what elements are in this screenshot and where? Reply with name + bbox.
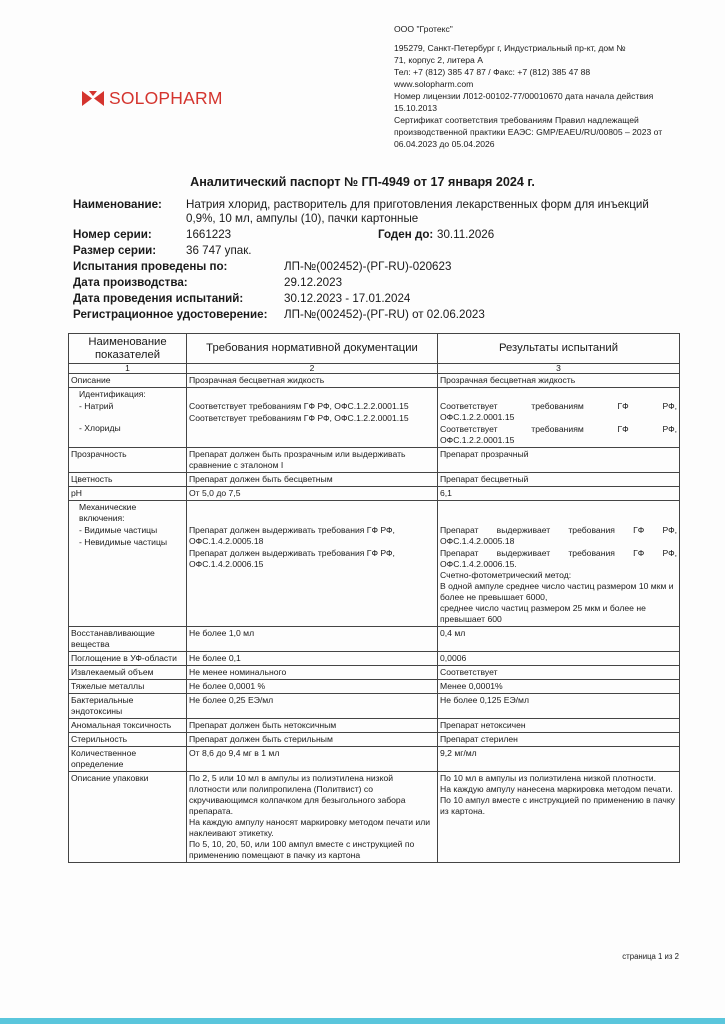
mech-title: Механические включения: — [79, 502, 137, 523]
solopharm-logo-icon — [82, 91, 104, 106]
pack-req-2: На каждую ампулу наносят маркировку методом печати или наклеивают этикетку. — [189, 817, 431, 838]
pack-req-1: По 2, 5 или 10 мл в ампулы из полиэтилена низкой плотности или полипропилена (Политвист) со скручивающимся колпачком для безыгольного забора препарата. — [189, 773, 406, 816]
table-row — [69, 719, 680, 733]
mech-invisible-method: Счетно-фотометрический метод: — [440, 570, 572, 580]
ident-na-res: Соответствует требованиям ГФ РФ, — [440, 401, 677, 411]
column-number: 2 — [187, 364, 438, 374]
ident-na-req: Соответствует требованиям ГФ РФ, ОФС.1.2.2.0001.15 — [189, 401, 409, 411]
indicator-cell: Цветность — [69, 473, 187, 487]
mech-invisible-label: - Невидимые частицы — [79, 537, 168, 547]
indicator-cell: Описание упаковки — [69, 772, 187, 863]
table-row — [69, 388, 680, 448]
result-cell: Соответствует — [438, 666, 680, 680]
name-value-line1: Натрия хлорид, растворитель для приготовления лекарственных форм для инъекций — [186, 198, 649, 211]
requirement-cell: Препарат должен быть стерильным — [187, 733, 438, 747]
registration-label: Регистрационное удостоверение: — [73, 308, 268, 321]
result-cell: Препарат прозрачный — [438, 448, 680, 473]
series-label: Номер серии: — [73, 228, 152, 241]
indicator-cell: Поглощение в УФ-области — [69, 652, 187, 666]
table-row — [69, 733, 680, 747]
expiry-value: 30.11.2026 — [437, 228, 495, 241]
series-value: 1661223 — [186, 228, 232, 241]
table-row — [69, 666, 680, 680]
indicator-cell: Стерильность — [69, 733, 187, 747]
result-cell: Препарат бесцветный — [438, 473, 680, 487]
indicator-cell — [69, 501, 187, 627]
column-number: 3 — [438, 364, 680, 374]
requirement-cell: Препарат должен быть нетоксичным — [187, 719, 438, 733]
indicator-cell: pH — [69, 487, 187, 501]
header-indicator: Наименование показателей — [69, 334, 187, 364]
table-row — [69, 627, 680, 652]
ident-na-label: - Натрий — [79, 401, 114, 411]
ident-cl-res: Соответствует требованиям ГФ РФ, — [440, 424, 677, 434]
requirement-cell: Прозрачная бесцветная жидкость — [187, 374, 438, 388]
requirement-cell: Не более 1,0 мл — [187, 627, 438, 652]
mech-visible-label: - Видимые частицы — [79, 525, 158, 535]
logo-text: SOLOPHARM — [109, 88, 223, 108]
header-requirements: Требования нормативной документации — [187, 334, 438, 364]
ident-title: Идентификация: — [79, 389, 146, 399]
header-results: Результаты испытаний — [438, 334, 680, 364]
table-row — [69, 374, 680, 388]
result-cell: 0,4 мл — [438, 627, 680, 652]
requirement-cell — [187, 772, 438, 863]
mech-visible-req: Препарат должен выдерживать требования ГФ РФ, ОФС.1.4.2.0005.18 — [189, 525, 395, 546]
requirement-cell: Препарат должен быть прозрачным или выдерживать сравнение с эталоном I — [187, 448, 438, 473]
pack-req-3: По 5, 10, 20, 50, или 100 ампул вместе с инструкцией по применению помещают в пачку из картона — [189, 839, 415, 860]
mech-visible-res-code: ОФС.1.4.2.0005.18 — [440, 536, 515, 546]
name-label: Наименование: — [73, 198, 162, 211]
table-row — [69, 694, 680, 719]
ident-cl-label: - Хлориды — [79, 423, 121, 433]
requirement-cell: Не более 0,0001 % — [187, 680, 438, 694]
table-row — [69, 652, 680, 666]
result-cell: Препарат стерилен — [438, 733, 680, 747]
table-row — [69, 448, 680, 473]
company-info — [394, 23, 694, 150]
requirement-cell: От 8,6 до 9,4 мг в 1 мл — [187, 747, 438, 772]
requirement-cell: Не менее номинального — [187, 666, 438, 680]
company-address-2: 71, корпус 2, литера А — [394, 55, 483, 65]
result-cell: Прозрачная бесцветная жидкость — [438, 374, 680, 388]
result-cell: Не более 0,125 ЕЭ/мл — [438, 694, 680, 719]
company-website: www.solopharm.com — [394, 79, 474, 89]
indicator-cell: Восстанавливающие вещества — [69, 627, 187, 652]
table-row — [69, 473, 680, 487]
table-header-row — [69, 334, 680, 364]
test-dates-value: 30.12.2023 - 17.01.2024 — [284, 292, 411, 305]
company-phone: Тел: +7 (812) 385 47 87 / Факс: +7 (812) 385 47 88 — [394, 67, 591, 77]
test-dates-label: Дата проведения испытаний: — [73, 292, 244, 305]
company-certificate: Сертификат соответствия требованиям Правил надлежащей производственной практики ЕАЭС: GMP/EAEU/RU/00805 – 2023 от 06.04.2023 до 05.04.2026 — [394, 115, 663, 149]
requirement-cell — [187, 501, 438, 627]
production-value: 29.12.2023 — [284, 276, 343, 289]
bottom-accent-bar — [0, 1018, 725, 1024]
size-value: 36 747 упак. — [186, 244, 252, 257]
mech-invisible-10um: В одной ампуле среднее число частиц размером 10 мкм и более не превышает 6000, — [440, 581, 674, 602]
requirement-cell: Препарат должен быть бесцветным — [187, 473, 438, 487]
requirement-cell: От 5,0 до 7,5 — [187, 487, 438, 501]
ident-na-res-code: ОФС.1.2.2.0001.15 — [440, 412, 515, 422]
registration-value: ЛП-№(002452)-(РГ-RU) от 02.06.2023 — [284, 308, 485, 321]
document-title: Аналитический паспорт № ГП-4949 от 17 января 2024 г. — [190, 175, 535, 189]
production-label: Дата производства: — [73, 276, 188, 289]
table-row — [69, 747, 680, 772]
tests-value: ЛП-№(002452)-(РГ-RU)-020623 — [284, 260, 452, 273]
result-cell: 0,0006 — [438, 652, 680, 666]
table-row — [69, 680, 680, 694]
pack-res-2: На каждую ампулу нанесена маркировка методом печати. — [440, 784, 673, 794]
table-row — [69, 487, 680, 501]
column-number: 1 — [69, 364, 187, 374]
indicator-cell: Количественное определение — [69, 747, 187, 772]
result-cell — [438, 388, 680, 448]
mech-invisible-res-code: ОФС.1.4.2.0006.15. — [440, 559, 517, 569]
ident-cl-req: Соответствует требованиям ГФ РФ, ОФС.1.2.2.0001.15 — [189, 413, 409, 423]
indicator-cell — [69, 388, 187, 448]
size-label: Размер серии: — [73, 244, 157, 257]
ident-cl-res-code: ОФС.1.2.2.0001.15 — [440, 435, 515, 445]
pack-res-1: По 10 мл в ампулы из полиэтилена низкой плотности. — [440, 773, 656, 783]
table-row — [69, 772, 680, 863]
mech-invisible-25um: среднее число частиц размером 25 мкм и более не превышает 600 — [440, 603, 646, 624]
requirements-table — [68, 333, 680, 863]
indicator-cell: Извлекаемый объем — [69, 666, 187, 680]
expiry-label: Годен до: — [378, 228, 434, 241]
requirement-cell — [187, 388, 438, 448]
mech-visible-res: Препарат выдерживает требования ГФ РФ, — [440, 525, 677, 535]
requirement-cell: Не более 0,1 — [187, 652, 438, 666]
name-value-line2: 0,9%, 10 мл, ампулы (10), пачки картонные — [186, 212, 419, 225]
tests-label: Испытания проведены по: — [73, 260, 228, 273]
indicator-cell: Описание — [69, 374, 187, 388]
indicator-cell: Тяжелые металлы — [69, 680, 187, 694]
indicator-cell: Прозрачность — [69, 448, 187, 473]
company-address-1: 195279, Санкт-Петербург г, Индустриальный пр-кт, дом № — [394, 43, 626, 53]
company-name: ООО "Гротекс" — [394, 24, 453, 34]
page-number: страница 1 из 2 — [622, 952, 679, 961]
indicator-cell: Аномальная токсичность — [69, 719, 187, 733]
pack-res-3: По 10 ампул вместе с инструкцией по применению в пачку из картона. — [440, 795, 675, 816]
solopharm-logo — [82, 88, 223, 108]
result-cell — [438, 501, 680, 627]
mech-invisible-req: Препарат должен выдерживать требования ГФ РФ, ОФС.1.4.2.0006.15 — [189, 548, 395, 569]
result-cell: Менее 0,0001% — [438, 680, 680, 694]
result-cell: 6,1 — [438, 487, 680, 501]
table-row — [69, 501, 680, 627]
indicator-cell: Бактериальные эндотоксины — [69, 694, 187, 719]
requirement-cell: Не более 0,25 ЕЭ/мл — [187, 694, 438, 719]
table-number-row — [69, 364, 680, 374]
mech-invisible-res: Препарат выдерживает требования ГФ РФ, — [440, 548, 677, 558]
company-license: Номер лицензии Л012-00102-77/00010670 дата начала действия 15.10.2013 — [394, 91, 654, 113]
result-cell: 9,2 мг/мл — [438, 747, 680, 772]
result-cell: Препарат нетоксичен — [438, 719, 680, 733]
result-cell — [438, 772, 680, 863]
